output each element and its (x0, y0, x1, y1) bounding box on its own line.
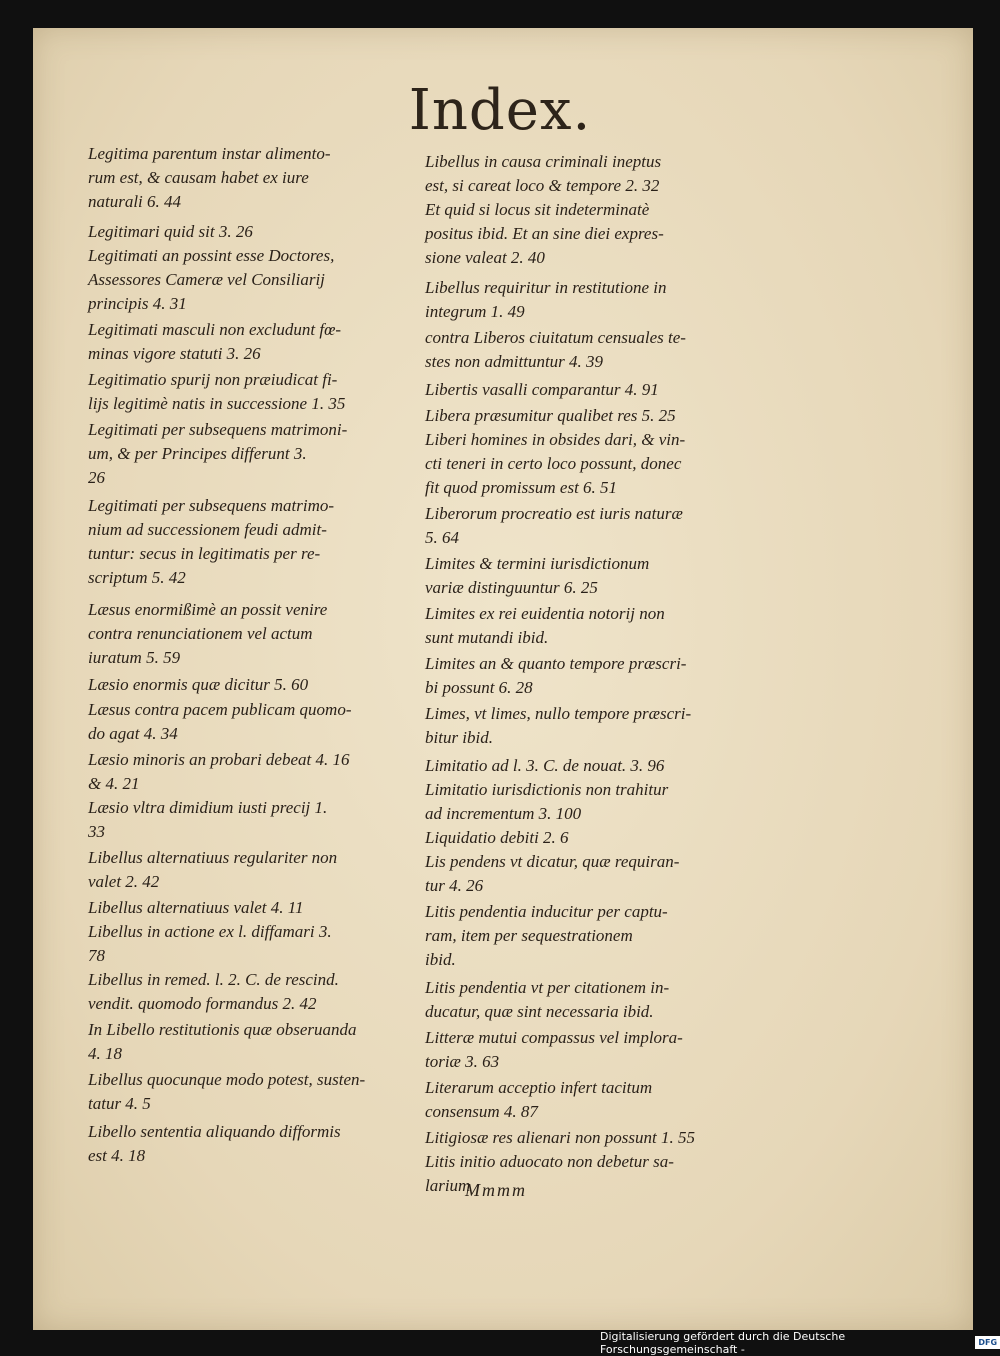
index-entry: Libellus alternatiuus regulariter non valet 2. 42 (88, 848, 338, 891)
index-entry: Læsio enormis quæ dicitur 5. 60 (88, 675, 309, 694)
index-entry: Litigiosæ res alienari non possunt 1. 55 (425, 1128, 695, 1147)
index-entry: Legitimati per subsequens matrimoni- um, & per Principes differunt 3. 26 (88, 420, 348, 487)
signature-mark: Mmmm (465, 1180, 527, 1200)
index-entry: Libello sententia aliquando difformis est 4. 18 (88, 1122, 341, 1165)
index-entry: Limites ex rei euidentia notorij non sunt mutandi ibid. (425, 604, 665, 647)
index-entry: Litteræ mutui compassus vel implora- toriæ 3. 63 (425, 1028, 683, 1071)
index-entry: Legitimati an possint esse Doctores, Assessores Cameræ vel Consiliarij principis 4. 31 (88, 246, 335, 313)
index-entry: Læsus enormißimè an possit venire contra renunciationem vel actum iuratum 5. 59 (88, 600, 328, 667)
index-entry: Læsus contra pacem publicam quomo- do agat 4. 34 (88, 700, 352, 743)
index-entry: Libellus in causa criminali ineptus est, si careat loco & tempore 2. 32 Et quid si locus sit indeterminatè positus ibid. Et an sine diei expres- sione valeat 2. 40 (425, 152, 664, 267)
index-entry: Libellus in remed. l. 2. C. de rescind. vendit. quomodo formandus 2. 42 (88, 970, 339, 1013)
index-entry: Limitatio ad l. 3. C. de nouat. 3. 96 (425, 756, 665, 775)
index-entry: Legitimati per subsequens matrimo- nium ad successionem feudi admit- tuntur: secus in legitimatis per re- scriptum 5. 42 (88, 496, 335, 587)
index-entry: Libellus quocunque modo potest, susten- tatur 4. 5 (88, 1070, 366, 1113)
index-entry: In Libello restitutionis quæ obseruanda 4. 18 (88, 1020, 357, 1063)
index-entry: Liberi homines in obsides dari, & vin- cti teneri in certo loco possunt, donec fit quod promissum est 6. 51 (425, 430, 686, 497)
index-entry: Libellus requiritur in restitutione in integrum 1. 49 (425, 278, 667, 321)
index-entry: Libellus alternatiuus valet 4. 11 (88, 898, 304, 917)
index-entry: Limites & termini iurisdictionum variæ distinguuntur 6. 25 (425, 554, 650, 597)
index-entry: Litis pendentia inducitur per captu- ram, item per sequestrationem ibid. (425, 902, 668, 969)
dfg-logo-icon[interactable]: DFG (975, 1336, 1000, 1349)
index-entry: Litis initio aduocato non debetur sa- larium (425, 1152, 674, 1195)
page-title: Index. (408, 78, 592, 143)
index-entry: Lis pendens vt dicatur, quæ requiran- tur 4. 26 (425, 852, 680, 895)
index-entry: Libera præsumitur qualibet res 5. 25 (425, 406, 676, 425)
index-entry: Limitatio iurisdictionis non trahitur ad incrementum 3. 100 (425, 780, 669, 823)
index-entry: Libertis vasalli comparantur 4. 91 (425, 380, 659, 399)
index-entry: Literarum acceptio infert tacitum consensum 4. 87 (425, 1078, 653, 1121)
index-entry: Liberorum procreatio est iuris naturæ 5. 64 (425, 504, 683, 547)
index-entry: Limites an & quanto tempore præscri- bi possunt 6. 28 (425, 654, 687, 697)
index-entry: Limes, vt limes, nullo tempore præscri- bitur ibid. (425, 704, 692, 747)
index-entry: contra Liberos ciuitatum censuales te- stes non admittuntur 4. 39 (425, 328, 686, 371)
index-entry: Libellus in actione ex l. diffamari 3. 78 (88, 922, 332, 965)
index-entry: Legitimatio spurij non præiudicat fi- lijs legitimè natis in successione 1. 35 (88, 370, 346, 413)
index-entry: Litis pendentia vt per citationem in- ducatur, quæ sint necessaria ibid. (425, 978, 670, 1021)
index-entry: Legitima parentum instar alimento- rum est, & causam habet ex iure naturali 6. 44 (88, 144, 331, 211)
index-entry: Legitimari quid sit 3. 26 (88, 222, 253, 241)
index-entry: Liquidatio debiti 2. 6 (425, 828, 569, 847)
footer (600, 1329, 1000, 1356)
index-entry: Legitimati masculi non excludunt fœ- minas vigore statuti 3. 26 (88, 320, 342, 363)
index-entry: Læsio vltra dimidium iusti precij 1. 33 (88, 798, 328, 841)
footer-credit: Digitalisierung gefördert durch die Deutsche Forschungsgemeinschaft - (600, 1329, 846, 1356)
index-entry: Læsio minoris an probari debeat 4. 16 & 4. 21 (88, 750, 350, 793)
